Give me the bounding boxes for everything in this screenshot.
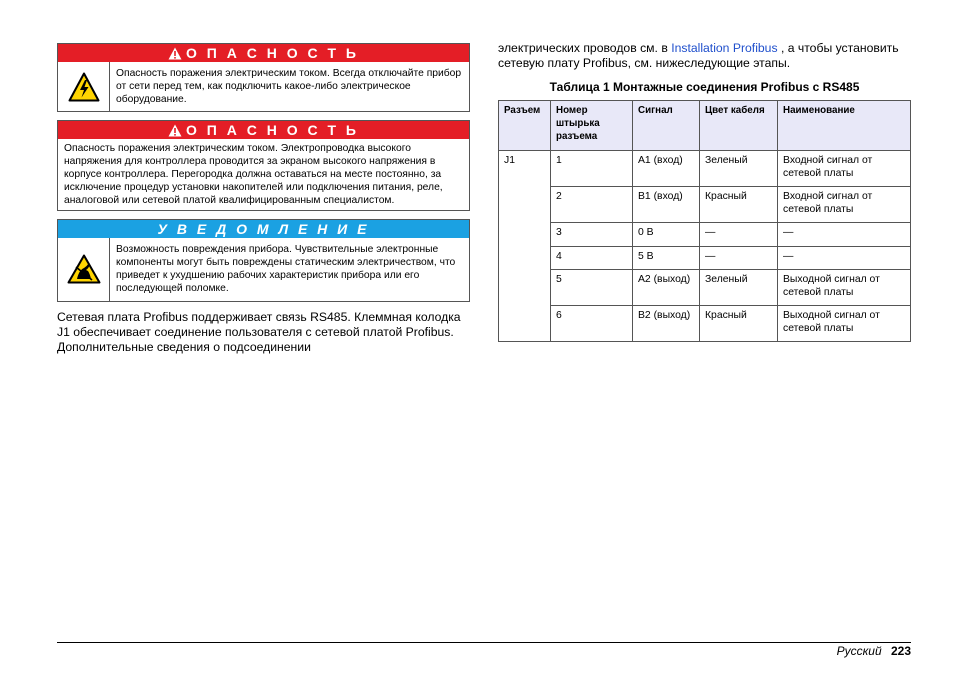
pin-cell: 5	[551, 270, 633, 306]
danger-text-1: Опасность поражения электрическим током. Всегда отключайте прибор от сети перед тем, как подключить какое-либо электрическое оборудование.	[116, 68, 462, 105]
signal-cell: A1 (вход)	[633, 151, 700, 187]
table-row	[499, 306, 911, 342]
color-cell: —	[700, 223, 778, 247]
connector-cell: J1	[499, 151, 551, 342]
installation-profibus-link[interactable]: Installation Profibus	[671, 41, 778, 55]
footer-divider	[57, 642, 911, 643]
pin-cell: 4	[551, 247, 633, 270]
pin-cell: 3	[551, 223, 633, 247]
description-cell: Входной сигнал от сетевой платы	[778, 151, 911, 187]
notice-box	[57, 219, 470, 301]
description-cell: Выходной сигнал от сетевой платы	[778, 306, 911, 342]
notice-header	[58, 220, 469, 238]
left-paragraph: Сетевая плата Profibus поддерживает связь RS485. Клеммная колодка J1 обеспечивает соединение пользователя с сетевой платой Profibus. Дополнительные сведения о подсоединении	[57, 309, 461, 354]
esd-sensitive-icon	[58, 238, 110, 300]
table-row	[499, 151, 911, 187]
paragraph-text: , а чтобы установить сетевую плату Profibus, см. нижеследующие этапы.	[498, 41, 899, 71]
danger-box-1	[57, 43, 470, 112]
description-cell: Входной сигнал от сетевой платы	[778, 187, 911, 223]
right-column	[498, 41, 911, 342]
description-cell: —	[778, 223, 911, 247]
warning-triangle-icon	[168, 47, 182, 60]
table-header-row	[499, 101, 911, 151]
page-footer	[837, 644, 911, 658]
left-column	[57, 43, 470, 355]
electric-shock-icon	[58, 62, 110, 111]
danger-title: О П А С Н О С Т Ь	[185, 122, 359, 139]
signal-cell: B2 (выход)	[633, 306, 700, 342]
color-cell: Зеленый	[700, 270, 778, 306]
header-connector: Разъем	[499, 101, 551, 151]
header-description: Наименование	[778, 101, 911, 151]
signal-cell: B1 (вход)	[633, 187, 700, 223]
right-paragraph	[498, 41, 911, 71]
paragraph-text: электрических проводов см. в	[498, 41, 672, 55]
table-title: Таблица 1 Монтажные соединения Profibus с RS485	[549, 80, 860, 95]
color-cell: Зеленый	[700, 151, 778, 187]
description-cell: Выходной сигнал от сетевой платы	[778, 270, 911, 306]
danger-header	[58, 44, 469, 62]
signal-cell: 0 В	[633, 223, 700, 247]
header-pin: Номер штырька разъема	[551, 101, 633, 151]
wiring-table	[498, 100, 911, 342]
signal-cell: 5 В	[633, 247, 700, 270]
table-row	[499, 223, 911, 247]
color-cell: —	[700, 247, 778, 270]
color-cell: Красный	[700, 187, 778, 223]
table-row	[499, 247, 911, 270]
danger-title: О П А С Н О С Т Ь	[185, 45, 359, 61]
pin-cell: 2	[551, 187, 633, 223]
pin-cell: 6	[551, 306, 633, 342]
footer-language: Русский	[836, 644, 882, 658]
table-row	[499, 187, 911, 223]
danger-header	[58, 121, 469, 139]
description-cell: —	[778, 247, 911, 270]
danger-box-2	[57, 120, 470, 211]
notice-text: Возможность повреждения прибора. Чувствительные электронные компоненты могут быть повреждены статическим электричеством, что приведет к ухудшению рабочих характеристик прибора или его последующей поломке.	[116, 244, 456, 294]
signal-cell: A2 (выход)	[633, 270, 700, 306]
color-cell: Красный	[700, 306, 778, 342]
table-row	[499, 270, 911, 306]
pin-cell: 1	[551, 151, 633, 187]
page-number: 223	[890, 644, 911, 658]
danger-text-2: Опасность поражения электрическим током. Электропроводка высокого напряжения для контроллера проводится за экраном высокого напряжения в корпусе контроллера. Перегородка должна оставаться на месте постоянно, за исключение процедур установки накопителей или подключения питания, реле, аналоговой или сетевой платой квалифицированным специалистом.	[64, 143, 443, 206]
notice-title: У В Е Д О М Л Е Н И Е	[157, 221, 370, 238]
header-signal: Сигнал	[633, 101, 700, 151]
warning-triangle-icon	[168, 124, 182, 137]
header-cable-color: Цвет кабеля	[700, 101, 778, 151]
